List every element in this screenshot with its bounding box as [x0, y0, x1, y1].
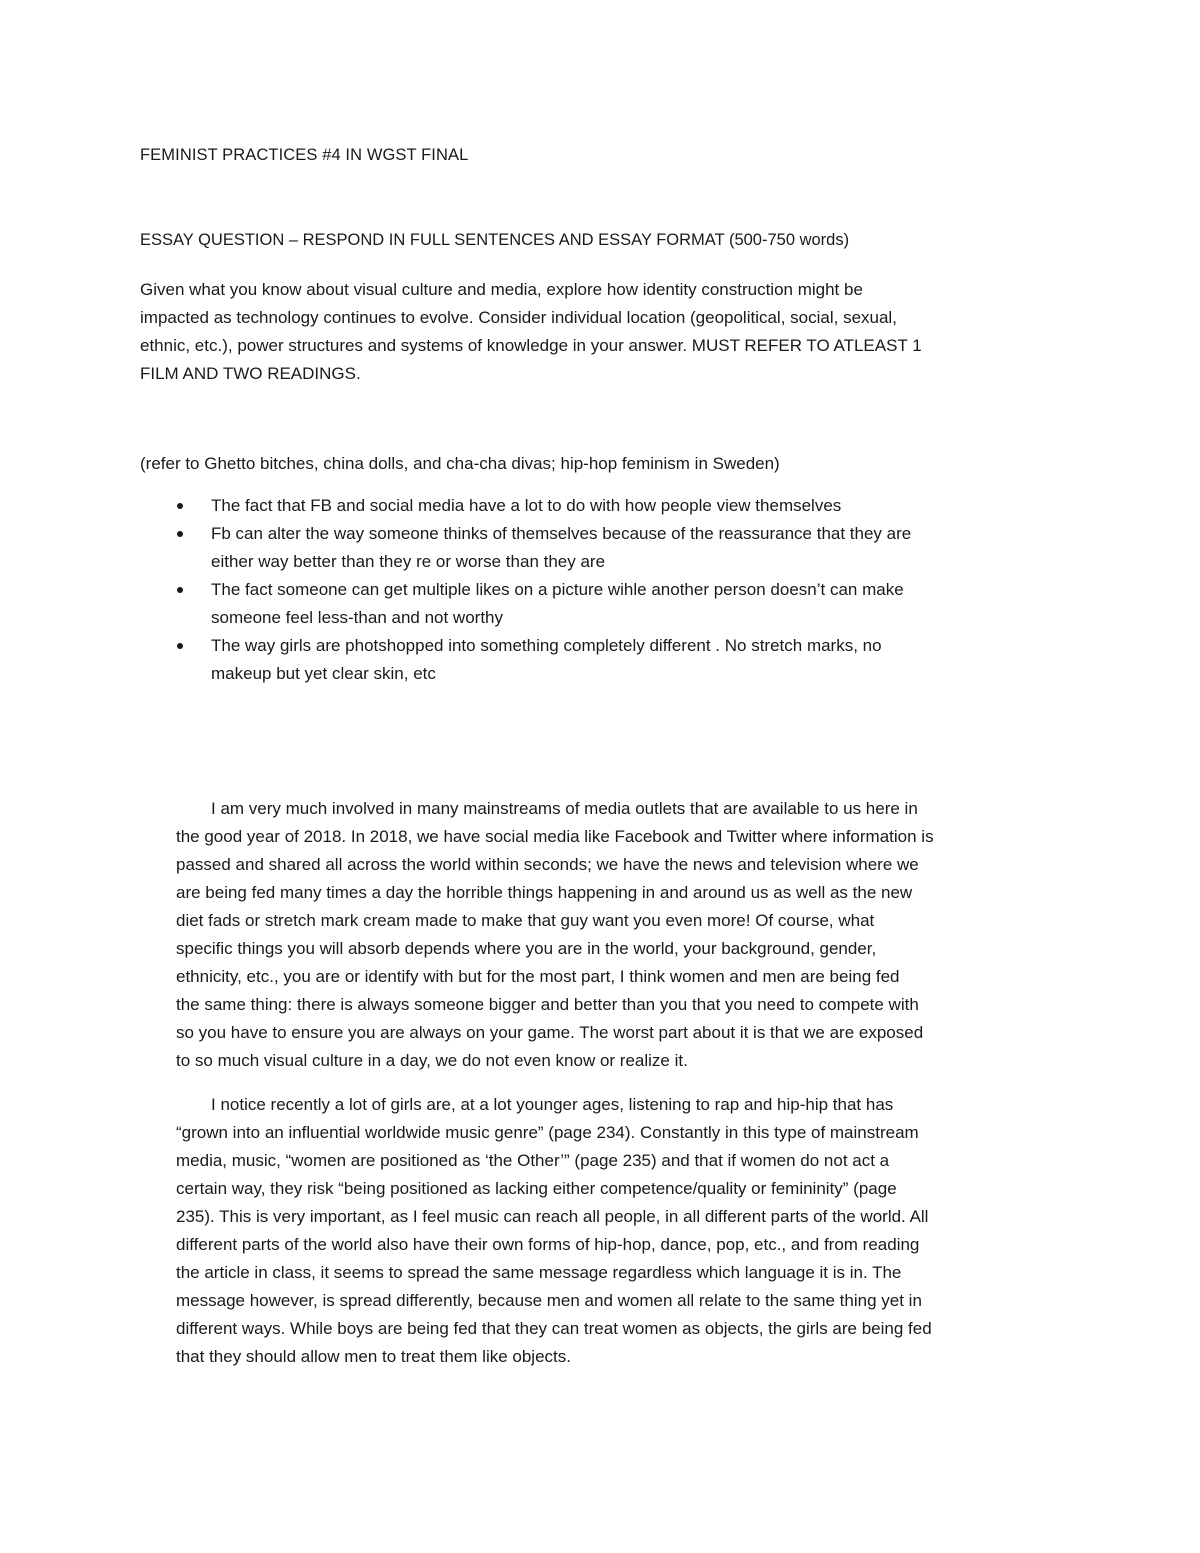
essay-paragraph — [176, 1091, 1076, 1371]
paragraph-line: diet fads or stretch mark cream made to make that guy want you even more! Of course, what — [176, 911, 875, 930]
bullet-line: makeup but yet clear skin, etc — [211, 664, 436, 683]
essay-body — [176, 795, 1076, 1371]
paragraph-line: 235). This is very important, as I feel music can reach all people, in all different parts of the world. All — [176, 1207, 929, 1226]
essay-prompt — [140, 276, 1040, 388]
prompt-line: impacted as technology continues to evolve. Consider individual location (geopolitical, social, sexual, — [140, 308, 897, 327]
paragraph-line: I notice recently a lot of girls are, at a lot younger ages, listening to rap and hip-hip that has — [211, 1095, 894, 1114]
bullet-line: The way girls are photshopped into something completely different . No stretch marks, no — [211, 636, 882, 655]
notes-bullet-list — [140, 492, 1060, 688]
prompt-line: FILM AND TWO READINGS. — [140, 364, 361, 383]
essay-question-heading: ESSAY QUESTION – RESPOND IN FULL SENTENCES AND ESSAY FORMAT (500-750 words) — [140, 231, 850, 249]
bullet-item — [140, 576, 1060, 632]
bullet-dot-icon — [177, 531, 183, 537]
paragraph-line: passed and shared all across the world within seconds; we have the news and television where we — [176, 855, 919, 874]
paragraph-line: I am very much involved in many mainstreams of media outlets that are available to us here in — [211, 799, 918, 818]
paragraph-line: media, music, “women are positioned as ‘the Other’” (page 235) and that if women do not act a — [176, 1151, 890, 1170]
paragraph-line: different ways. While boys are being fed that they can treat women as objects, the girls are being fed — [176, 1319, 932, 1338]
paragraph-line: “grown into an influential worldwide music genre” (page 234). Constantly in this type of mainstream — [176, 1123, 919, 1142]
bullet-dot-icon — [177, 587, 183, 593]
bullet-item — [140, 492, 1060, 520]
paragraph-line: the good year of 2018. In 2018, we have social media like Facebook and Twitter where information is — [176, 827, 934, 846]
paragraph-line: to so much visual culture in a day, we do not even know or realize it. — [176, 1051, 688, 1070]
bullet-item — [140, 520, 1060, 576]
bullet-item — [140, 632, 1060, 688]
paragraph-line: ethnicity, etc., you are or identify with but for the most part, I think women and men are being fed — [176, 967, 900, 986]
bullet-dot-icon — [177, 643, 183, 649]
paragraph-line: are being fed many times a day the horrible things happening in and around us as well as the new — [176, 883, 913, 902]
bullet-line: The fact someone can get multiple likes on a picture wihle another person doesn’t can make — [211, 580, 904, 599]
paragraph-line: the article in class, it seems to spread the same message regardless which language it is in. The — [176, 1263, 902, 1282]
bullet-line: The fact that FB and social media have a lot to do with how people view themselves — [211, 496, 842, 515]
document-title: FEMINIST PRACTICES #4 IN WGST FINAL — [140, 146, 469, 164]
paragraph-line: certain way, they risk “being positioned as lacking either competence/quality or femininity” (page — [176, 1179, 897, 1198]
essay-paragraph — [176, 795, 1076, 1075]
bullet-dot-icon — [177, 503, 183, 509]
reference-note: (refer to Ghetto bitches, china dolls, and cha-cha divas; hip-hop feminism in Sweden) — [140, 454, 780, 473]
prompt-line: Given what you know about visual culture and media, explore how identity construction might be — [140, 280, 863, 299]
bullet-line: either way better than they re or worse than they are — [211, 552, 606, 571]
paragraph-line: the same thing: there is always someone bigger and better than you that you need to compete with — [176, 995, 919, 1014]
paragraph-line: that they should allow men to treat them like objects. — [176, 1347, 571, 1366]
paragraph-line: so you have to ensure you are always on your game. The worst part about it is that we are exposed — [176, 1023, 924, 1042]
paragraph-line: specific things you will absorb depends where you are in the world, your background, gender, — [176, 939, 877, 958]
bullet-line: someone feel less-than and not worthy — [211, 608, 504, 627]
prompt-line: ethnic, etc.), power structures and systems of knowledge in your answer. MUST REFER TO ATLEAST 1 — [140, 336, 922, 355]
bullet-line: Fb can alter the way someone thinks of themselves because of the reassurance that they are — [211, 524, 912, 543]
paragraph-line: different parts of the world also have their own forms of hip-hop, dance, pop, etc., and from reading — [176, 1235, 920, 1254]
paragraph-line: message however, is spread differently, because men and women all relate to the same thing yet in — [176, 1291, 922, 1310]
